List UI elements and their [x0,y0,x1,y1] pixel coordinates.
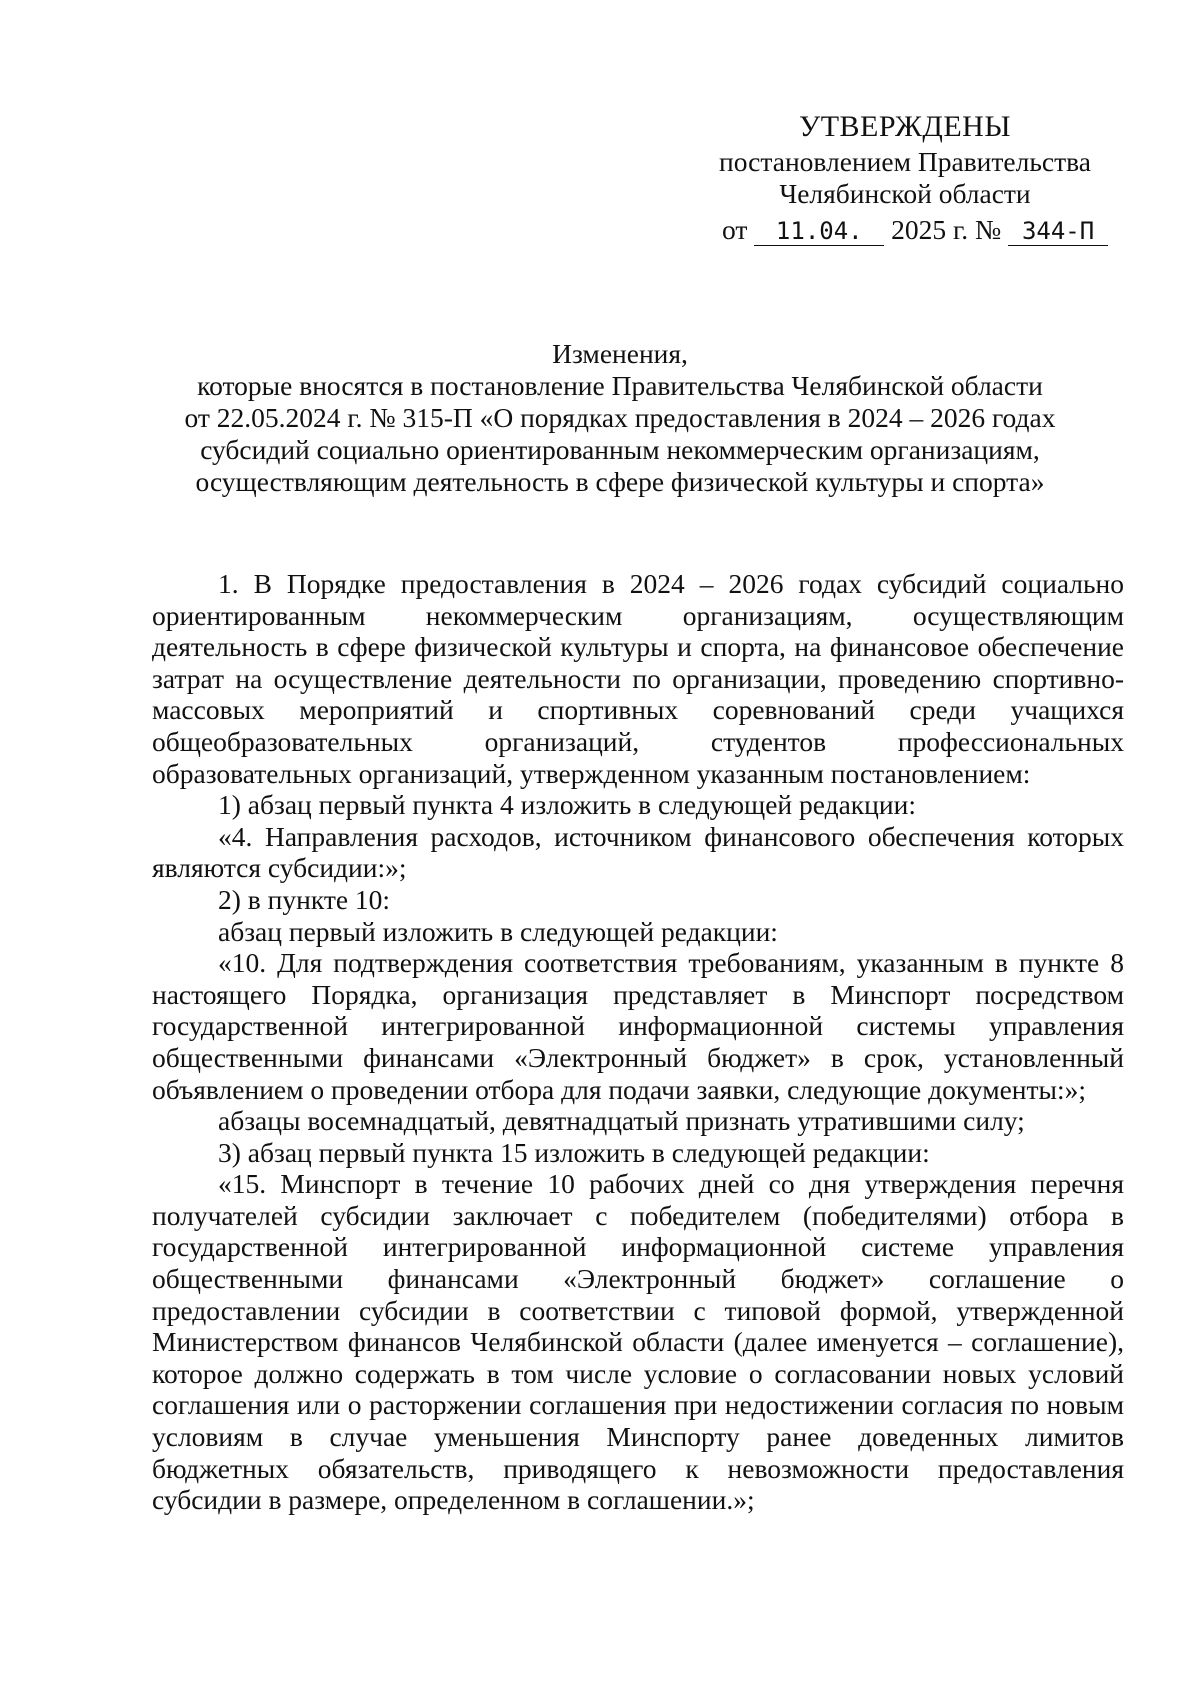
paragraph: «15. Минспорт в течение 10 рабочих дней со дня утверждения перечня получателей субсидии заключает с победителем (победителями) отбора в государственной интегрированной информационной системе управления общественными финансами «Электронный бюджет» соглашение о предоставлении субсидии в соответствии с типовой формой, утвержденной Министерством финансов Челябинской области (далее именуется – соглашение), которое должно содержать в том числе условие о согласовании новых условий соглашения или о расторжении соглашения при недостижении согласия по новым условиям в случае уменьшения Минспорту ранее доведенных лимитов бюджетных обязательств, приводящего к невозможности предоставления субсидии в размере, определенном в соглашении.»; [152,1168,1124,1516]
approval-block [700,108,1110,246]
paragraph: абзацы восемнадцатый, девятнадцатый признать утратившими силу; [218,1105,1025,1137]
paragraph: 2) в пункте 10: [218,883,391,915]
document-title [110,338,1130,498]
date-value: 11.04. [754,217,884,246]
decree-number: 344-П [1008,217,1108,246]
title-line-1: которые вносятся в постановление Правительства Челябинской области [197,370,1043,401]
year-text: 2025 г. № [891,214,1002,245]
paragraph: абзац первый изложить в следующей редакции: [218,915,778,947]
approval-date-line [700,214,1110,246]
paragraph: 1) абзац первый пункта 4 изложить в следующей редакции: [218,789,916,821]
date-prefix: от [722,214,748,245]
paragraph: 1. В Порядке предоставления в 2024 – 2026 годах субсидий социально ориентированным некоммерческим организациям, осуществляющим деятельность в сфере физической культуры и спорта, на финансовое обеспечение затрат на осуществление деятельности по организации, проведению спортивно-массовых мероприятий и спортивных соревнований среди учащихся общеобразовательных организаций, студентов профессиональных образовательных организаций, утвержденном указанным постановлением: [152,568,1124,789]
paragraph: «4. Направления расходов, источником финансового обеспечения которых являются субсидии:»; [152,820,1124,884]
approval-line-2: Челябинской области [779,178,1031,209]
approval-line-1: постановлением Правительства [719,146,1091,177]
paragraph: 3) абзац первый пункта 15 изложить в следующей редакции: [218,1136,930,1168]
approval-title: УТВЕРЖДЕНЫ [798,110,1012,143]
title-heading: Изменения, [552,338,688,369]
document-body [152,568,1124,1516]
title-line-2: от 22.05.2024 г. № 315-П «О порядках предоставления в 2024 – 2026 годах [184,402,1056,433]
title-line-3: субсидий социально ориентированным некоммерческим организациям, [200,434,1040,465]
title-line-4: осуществляющим деятельность в сфере физической культуры и спорта» [195,466,1045,497]
paragraph: «10. Для подтверждения соответствия требованиям, указанным в пункте 8 настоящего Порядка, организация представляет в Минспорт посредством государственной интегрированной информационной системы управления общественными финансами «Электронный бюджет» в срок, установленный объявлением о проведении отбора для подачи заявки, следующие документы:»; [152,947,1124,1105]
